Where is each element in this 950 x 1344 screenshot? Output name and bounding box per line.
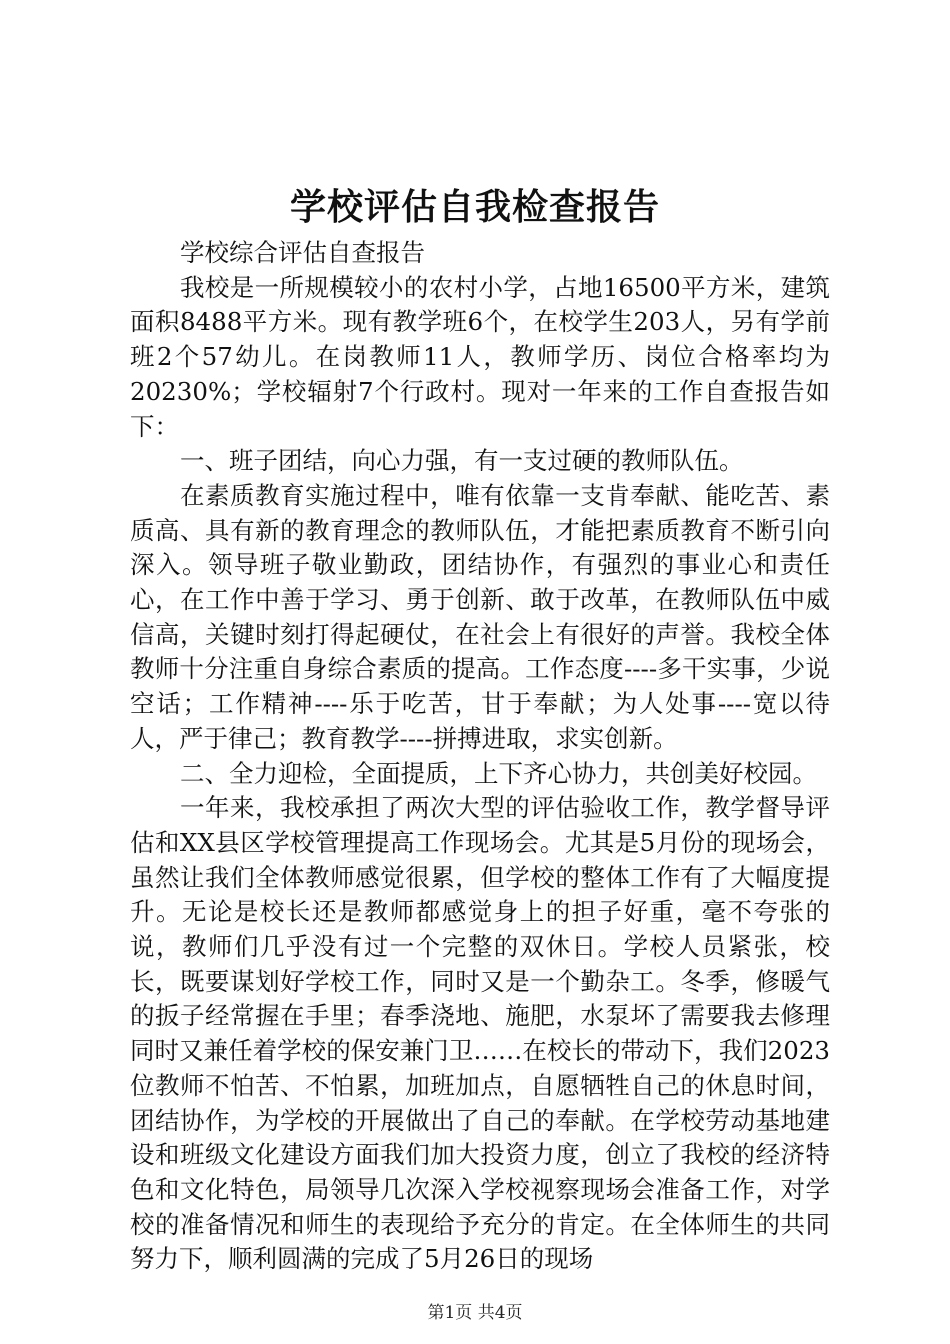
section-heading-1: 一、班子团结，向心力强，有一支过硬的教师队伍。 [180, 446, 744, 476]
paragraph-intro: 我校是一所规模较小的农村小学，占地16500平方米，建筑面积8488平方米。现有教学班6个，在校学生203人，另有学前班2个57幼儿。在岗教师11人，教师学历、岗位合格率均为20230%；学校辐射7个行政村。现对一年来的工作自查报告如下： [130, 272, 830, 441]
paragraph-subtitle: 学校综合评估自查报告 [180, 238, 425, 267]
paragraph-inspection: 一年来，我校承担了两次大型的评估验收工作，教学督导评估和XX县区学校管理提高工作现场会。尤其是5月份的现场会，虽然让我们全体教师感觉很累，但学校的整体工作有了大幅度提升。无论是校长还是教师都感觉身上的担子好重，毫不夸张的说，教师们几乎没有过一个完整的双休日。学校人员紧张，校长，既要谋划好学校工作，同时又是一个勤杂工。冬季，修暖气的扳子经常握在手里；春季浇地、施肥，水泵坏了需要我去修理同时又兼任着学校的保安兼门卫……在校长的带动下，我们2023位教师不怕苦、不怕累，加班加点，自愿牺牲自己的休息时间，团结协作，为学校的开展做出了自己的奉献。在学校劳动基地建设和班级文化建设方面我们加大投资力度，创立了我校的经济特色和文化特色，局领导几次深入学校视察现场会准备工作，对学校的准备情况和师生的表现给予充分的肯定。在全体师生的共同努力下，顺利圆满的完成了5月26日的现场 [130, 793, 830, 1274]
document-title: 学校评估自我检查报告 [289, 187, 660, 228]
section-heading-2: 二、全力迎检，全面提质，上下齐心协力，共创美好校园。 [180, 758, 817, 788]
page-number-footer: 第1页 共4页 [427, 1303, 523, 1323]
paragraph-teachers: 在素质教育实施过程中，唯有依靠一支肯奉献、能吃苦、素质高、具有新的教育理念的教师队伍，才能把素质教育不断引向深入。领导班子敬业勤政，团结协作，有强烈的事业心和责任心，在工作中善于学习、勇于创新、敢于改革，在教师队伍中威信高，关键时刻打得起硬仗，在社会上有很好的声誉。我校全体教师十分注重自身综合素质的提高。工作态度----多干实事，少说空话；工作精神----乐于吃苦，甘于奉献；为人处事----宽以待人，严于律己；教育教学----拼搏进取，求实创新。 [130, 480, 830, 753]
document-body [130, 236, 830, 1277]
